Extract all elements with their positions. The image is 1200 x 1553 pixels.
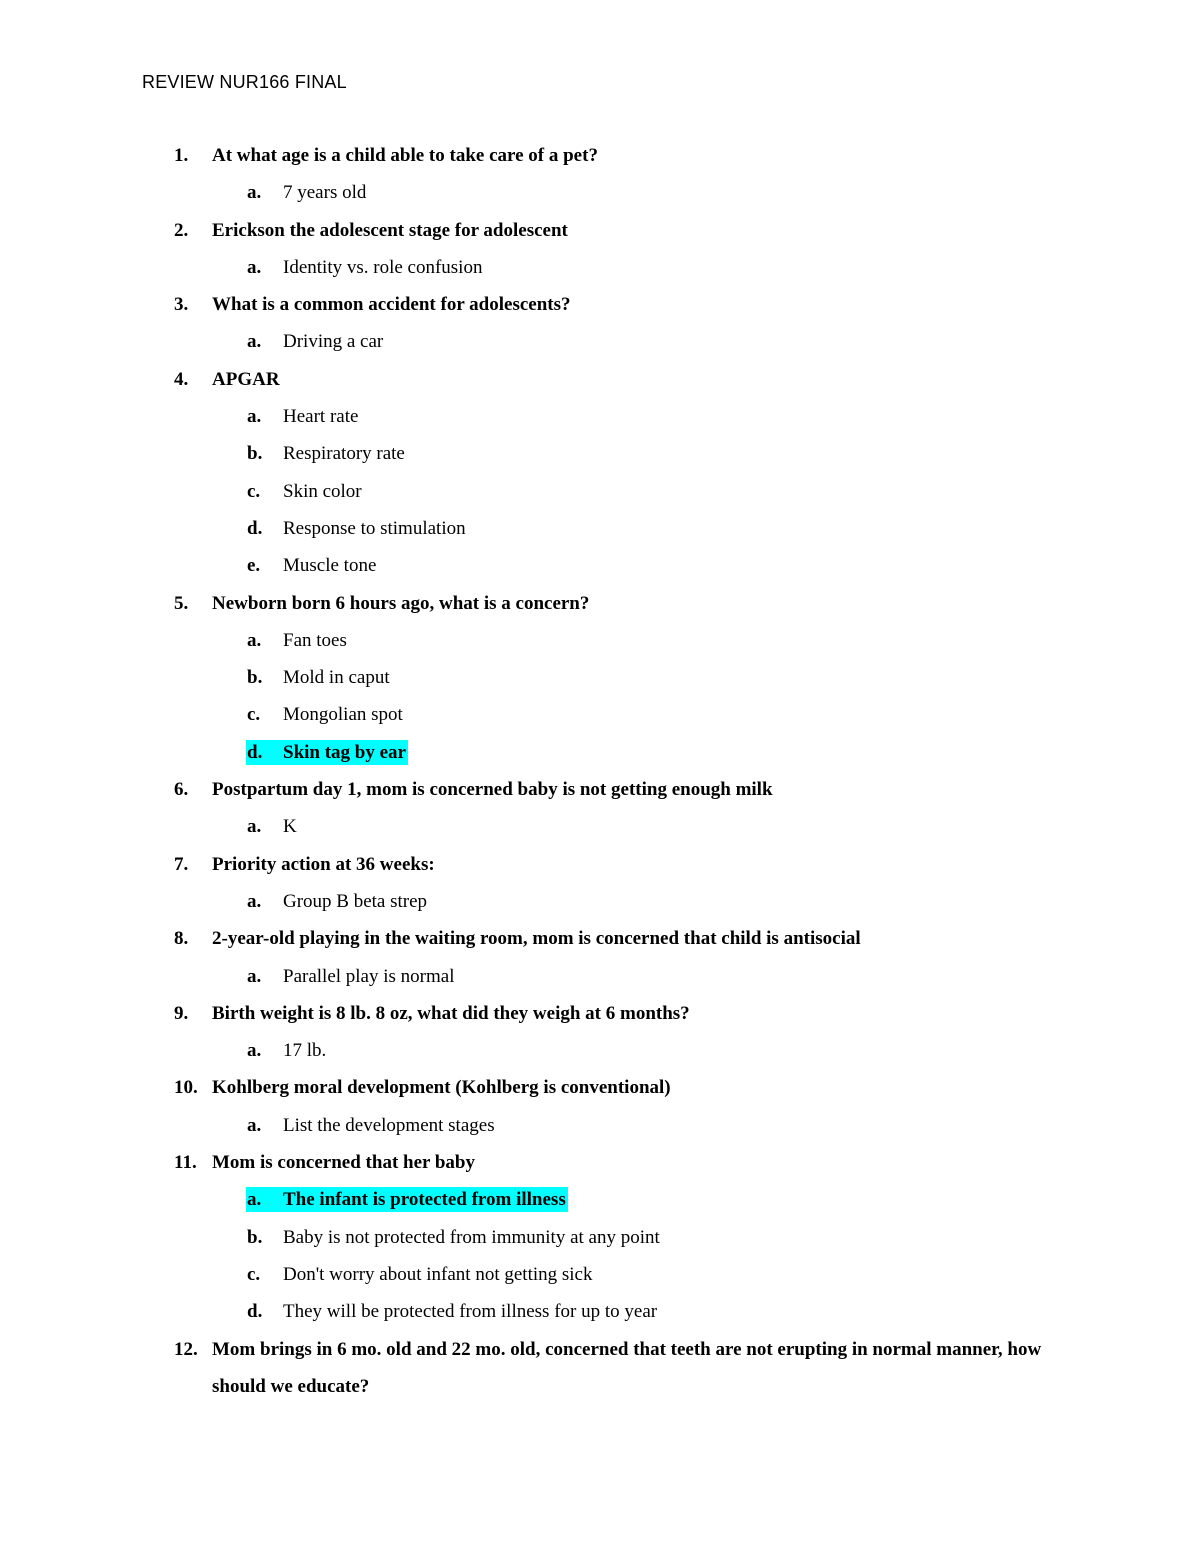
question-item [0,1069,1200,1106]
question-number: 10. [174,1077,198,1099]
answer-text: Group B beta strep [283,890,428,912]
answer-item [0,1107,1200,1144]
question-text: Kohlberg moral development (Kohlberg is conventional) [212,1077,671,1099]
answer-item [0,435,1200,472]
question-item [0,585,1200,622]
answer-item [0,174,1200,211]
question-text: Postpartum day 1, mom is concerned baby is not getting enough milk [212,779,773,801]
answer-text: They will be protected from illness for up to year [283,1301,658,1323]
question-number: 2. [174,219,189,241]
question-text: Newborn born 6 hours ago, what is a concern? [212,592,590,614]
question-item [0,846,1200,883]
answer-letter: e. [247,555,261,577]
question-number: 9. [174,1002,189,1024]
answer-item [0,510,1200,547]
answer-text: Driving a car [283,331,384,353]
answer-letter: a. [247,406,262,428]
question-number: 6. [174,779,189,801]
answer-item [0,249,1200,286]
question-text: APGAR [212,368,280,390]
question-number: 1. [174,145,189,166]
answer-text: Parallel play is normal [283,965,455,987]
answer-item [0,958,1200,995]
answer-text: 7 years old [283,182,367,204]
answer-item [0,659,1200,696]
answer-item [0,1032,1200,1069]
highlighted-answer-item [0,734,1200,771]
answer-item [0,622,1200,659]
answer-text: Mongolian spot [283,704,403,726]
answer-letter: d. [247,1301,263,1323]
question-text: Priority action at 36 weeks: [212,853,435,875]
page-title: REVIEW NUR166 FINAL [142,72,347,92]
answer-text: Skin color [283,480,362,502]
question-item [0,771,1200,808]
question-item [0,137,1200,174]
answer-text: Response to stimulation [283,517,466,539]
answer-text: Baby is not protected from immunity at any point [283,1226,660,1248]
answer-letter: a. [247,331,262,353]
answer-letter: a. [247,182,262,204]
question-item [0,212,1200,249]
question-text: At what age is a child able to take care of a pet? [212,145,598,166]
question-item [0,361,1200,398]
answer-letter: c. [247,704,261,726]
highlighted-answer-item [0,1181,1200,1218]
answer-letter: a. [247,629,262,651]
answer-letter: a. [247,256,262,278]
answer-item [0,547,1200,584]
answer-letter: a. [247,816,262,838]
question-text: Erickson the adolescent stage for adolescent [212,219,568,241]
question-list [0,137,1200,1405]
question-item [0,286,1200,323]
answer-item [0,1256,1200,1293]
question-text: Birth weight is 8 lb. 8 oz, what did they weigh at 6 months? [212,1002,690,1024]
question-text: Mom is concerned that her baby [212,1152,475,1174]
question-number: 12. [174,1338,198,1360]
answer-text: K [283,816,297,838]
answer-text: The infant is protected from illness [283,1189,566,1211]
answer-letter: a. [247,1114,262,1136]
question-number: 3. [174,294,189,316]
answer-letter: a. [247,890,262,912]
question-text: 2-year-old playing in the waiting room, mom is concerned that child is antisocial [212,928,861,950]
answer-text: Identity vs. role confusion [283,256,483,278]
answer-item [0,398,1200,435]
question-text: Mom brings in 6 mo. old and 22 mo. old, concerned that teeth are not erupting in normal manner, how should we educate? [212,1338,1042,1397]
answer-text: Muscle tone [283,555,377,577]
answer-item [0,1293,1200,1330]
answer-letter: b. [247,667,263,689]
answer-text: Mold in caput [283,667,390,689]
question-number: 7. [174,853,189,875]
answer-item [0,473,1200,510]
answer-text: Skin tag by ear [283,741,406,763]
answer-letter: b. [247,1226,263,1248]
question-number: 8. [174,928,189,950]
answer-letter: a. [247,1040,262,1062]
question-item [0,995,1200,1032]
answer-item [0,1219,1200,1256]
answer-letter: d. [247,741,263,763]
answer-text: Heart rate [283,406,359,428]
answer-text: 17 lb. [283,1040,327,1062]
question-text: What is a common accident for adolescents? [212,294,571,316]
answer-item [0,696,1200,733]
answer-letter: c. [247,480,261,502]
answer-letter: d. [247,517,263,539]
answer-item [0,323,1200,360]
question-number: 11. [174,1152,197,1174]
question-number: 5. [174,592,189,614]
answer-item [0,808,1200,845]
question-item [0,1144,1200,1181]
question-item [0,1331,1200,1406]
question-number: 4. [174,368,189,390]
answer-letter: c. [247,1263,261,1285]
question-item [0,920,1200,957]
answer-text: Fan toes [283,629,347,651]
answer-text: Respiratory rate [283,443,405,465]
answer-letter: a. [247,965,262,987]
answer-letter: b. [247,443,263,465]
answer-text: Don't worry about infant not getting sick [283,1263,593,1285]
answer-letter: a. [247,1189,262,1211]
answer-item [0,883,1200,920]
answer-text: List the development stages [283,1114,495,1136]
